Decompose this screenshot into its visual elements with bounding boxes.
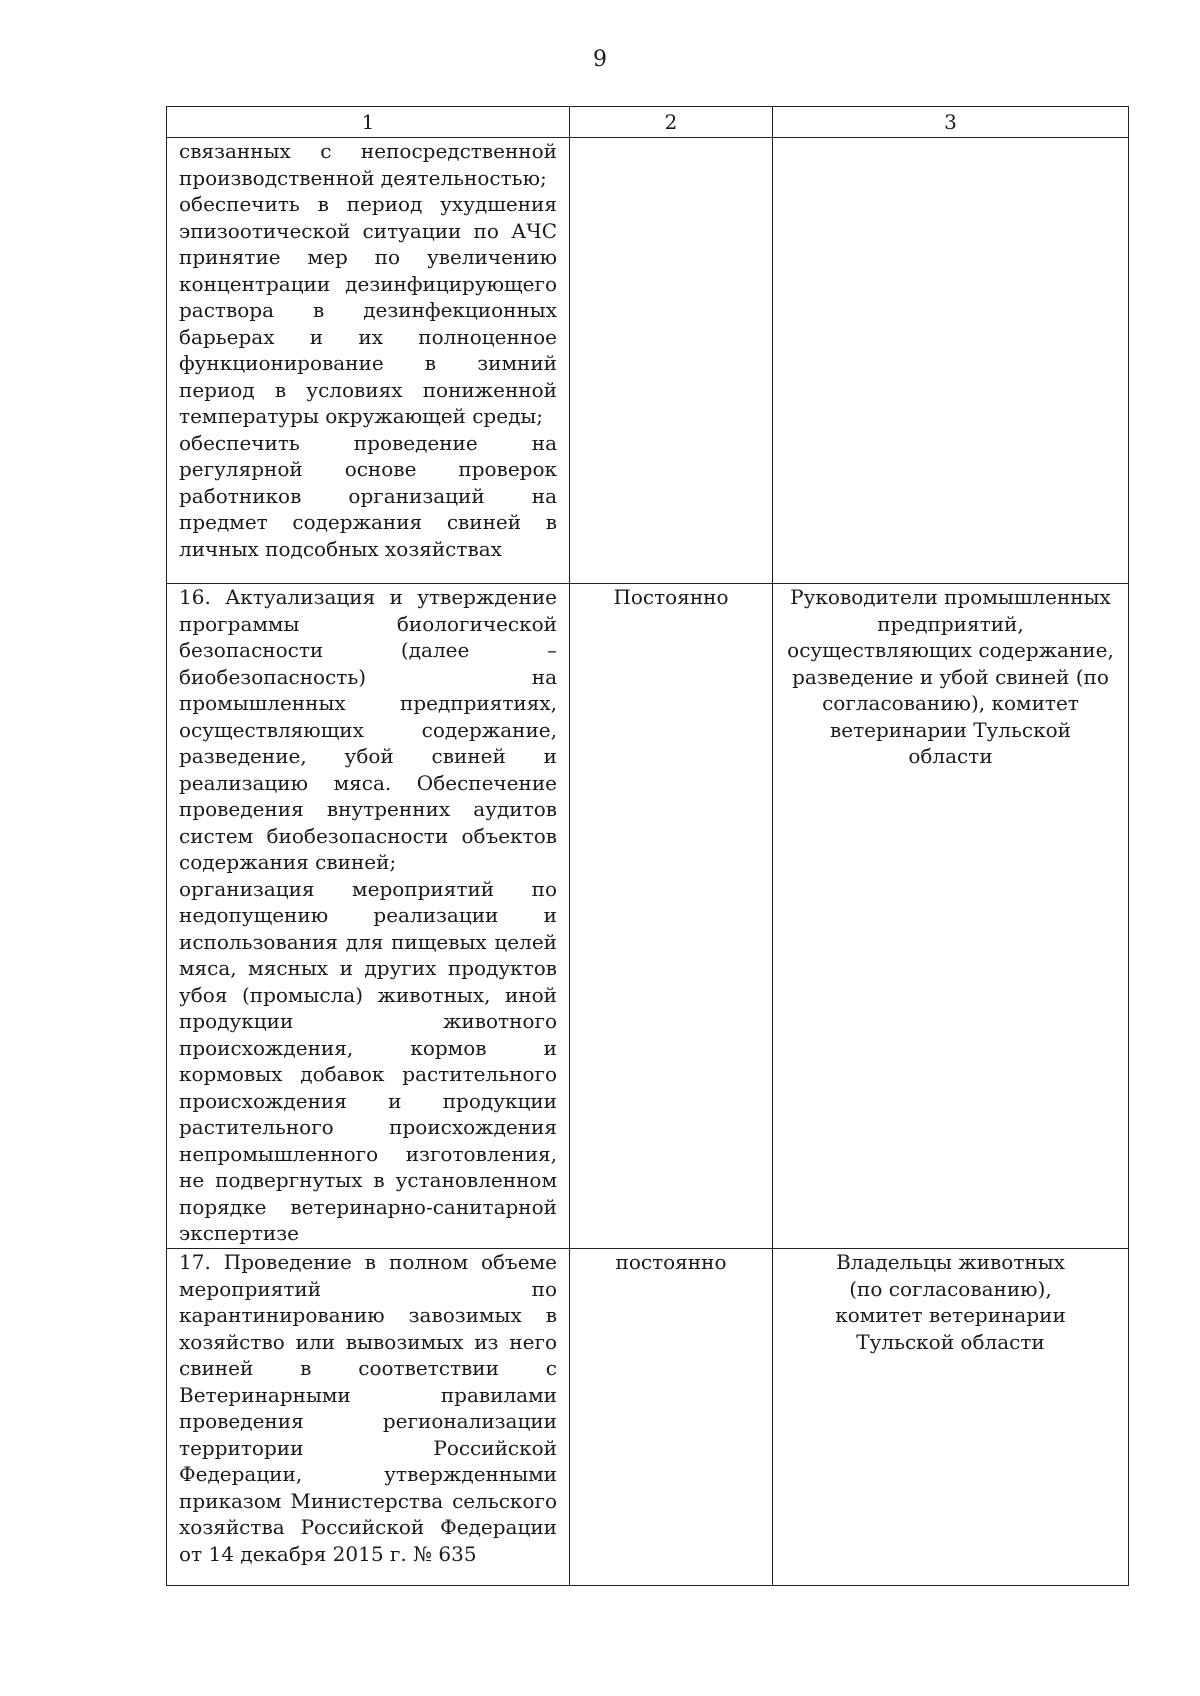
measure-description-cell [167, 584, 570, 1249]
measures-table [166, 106, 1129, 1586]
responsible-parties: Руководители промышленных предприятий, осуществляющих содержание, разведение и убой свиней (по согласованию), комитет ветеринарии Тульской области [787, 585, 1114, 768]
deadline-cell [570, 1249, 773, 1586]
deadline-cell [570, 138, 773, 584]
table-row [167, 138, 1129, 584]
measure-description: 16. Актуализация и утверждение программы биологической безопасности (далее – биобезопасность) на промышленных предприятиях, осуществляющих содержание, разведение, убой свиней и реализацию мяса. Обеспечение проведения внутренних аудитов систем биобезопасности объектов содержания свиней; организация мероприятий по недопущению реализации и использования для пищевых целей мяса, мясных и других продуктов убоя (промысла) животных, иной продукции животного происхождения, кормов и кормовых добавок растительного происхождения и продукции растительного происхождения непромышленного изготовления, не подвергнутых в установленном порядке ветеринарно-санитарной экспертизе [179, 585, 557, 1245]
table-row [167, 584, 1129, 1249]
table-row [167, 1249, 1129, 1586]
deadline: постоянно [615, 1250, 727, 1274]
column-header: 2 [570, 107, 773, 138]
measure-description: 17. Проведение в полном объеме мероприятий по карантинированию завозимых в хозяйство или вывозимых из него свиней в соответствии с Ветеринарными правилами проведения регионализации территории Российской Федерации, утвержденными приказом Министерства сельского хозяйства Российской Федерации от 14 декабря 2015 г. № 635 [179, 1250, 557, 1566]
deadline: Постоянно [613, 585, 729, 609]
measure-description-cell [167, 138, 570, 584]
table-header-row [167, 107, 1129, 138]
measure-description-cell [167, 1249, 570, 1586]
responsible-cell [773, 138, 1129, 584]
responsible-parties: Владельцы животных (по согласованию), комитет ветеринарии Тульской области [835, 1250, 1066, 1354]
measure-description: связанных с непосредственной производственной деятельностью; обеспечить в период ухудшения эпизоотической ситуации по АЧС принятие мер по увеличению концентрации дезинфицирующего раствора в дезинфекционных барьерах и их полноценное функционирование в зимний период в условиях пониженной температуры окружающей среды; обеспечить проведение на регулярной основе проверок работников организаций на предмет содержания свиней в личных подсобных хозяйствах [179, 139, 557, 561]
column-header: 1 [167, 107, 570, 138]
responsible-cell [773, 1249, 1129, 1586]
responsible-cell [773, 584, 1129, 1249]
column-header: 3 [773, 107, 1129, 138]
deadline-cell [570, 584, 773, 1249]
page-number: 9 [593, 47, 607, 72]
